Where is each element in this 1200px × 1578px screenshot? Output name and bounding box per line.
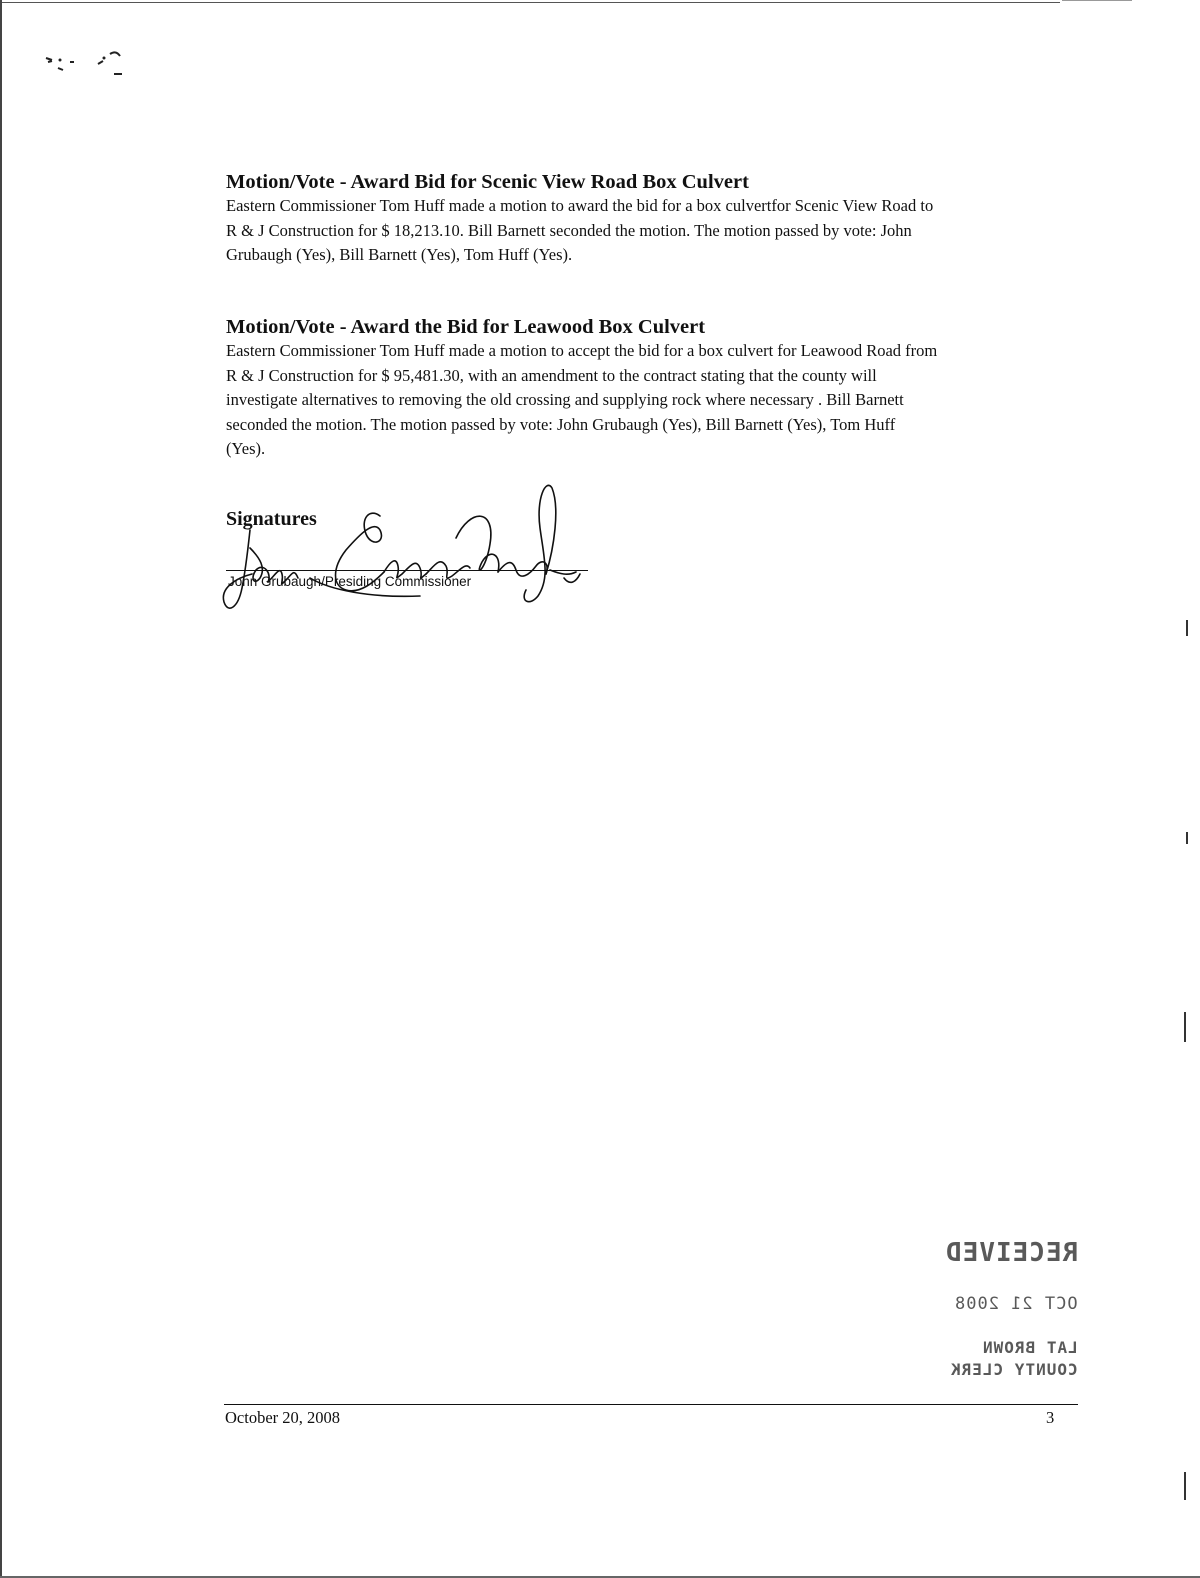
motion-section [226, 315, 1086, 462]
scan-mark [1186, 832, 1188, 844]
motion-section [226, 170, 1086, 268]
scan-mark [1184, 1012, 1186, 1042]
footer-rule [224, 1404, 1078, 1405]
paragraph-line: R & J Construction for $ 18,213.10. Bill Barnett seconded the motion. The motion passed by vote: John [226, 220, 912, 240]
paragraph-line: (Yes). [226, 439, 266, 458]
received-stamp [898, 1238, 1078, 1408]
footer-date: October 20, 2008 [225, 1408, 341, 1427]
signer-name: John Grubaugh/Presiding Commissioner [228, 574, 472, 589]
stamp-text: RECEIVED [944, 1238, 1078, 1268]
scan-edge-left [0, 0, 2, 1578]
scan-mark [1186, 620, 1188, 636]
signatures-label: Signatures [226, 508, 317, 530]
scan-mark [1184, 1472, 1186, 1500]
paragraph-line: Eastern Commissioner Tom Huff made a motion to accept the bid for a box culvert for Leawood Road from [226, 341, 938, 360]
paragraph-line: seconded the motion. The motion passed by vote: John Grubaugh (Yes), Bill Barnett (Yes), Tom Huff [226, 414, 896, 434]
page-number: 3 [1046, 1408, 1055, 1427]
stamp-text: COUNTY CLERK [950, 1360, 1078, 1379]
stamp-text: OCT 21 2008 [954, 1294, 1078, 1314]
handwritten-signature [220, 478, 600, 628]
scan-edge-top [0, 2, 1060, 3]
scan-speckles [40, 48, 140, 88]
paragraph-line: investigate alternatives to removing the old crossing and supplying rock where necessary . Bill Barnett [226, 390, 904, 409]
section-heading: Motion/Vote - Award Bid for Scenic View Road Box Culvert [226, 171, 749, 193]
scan-edge-top-fragment [1062, 0, 1132, 1]
signature-block [220, 478, 600, 628]
section-paragraph [226, 194, 1086, 268]
section-paragraph [226, 339, 1086, 462]
stamp-text: LAT BROWN [982, 1338, 1078, 1357]
paragraph-line: Eastern Commissioner Tom Huff made a motion to award the bid for a box culvertfor Scenic View Road to [226, 196, 934, 215]
section-heading: Motion/Vote - Award the Bid for Leawood Box Culvert [226, 316, 706, 338]
paragraph-line: R & J Construction for $ 95,481.30, with an amendment to the contract stating that the county will [226, 365, 877, 385]
paragraph-line: Grubaugh (Yes), Bill Barnett (Yes), Tom Huff (Yes). [226, 245, 573, 264]
